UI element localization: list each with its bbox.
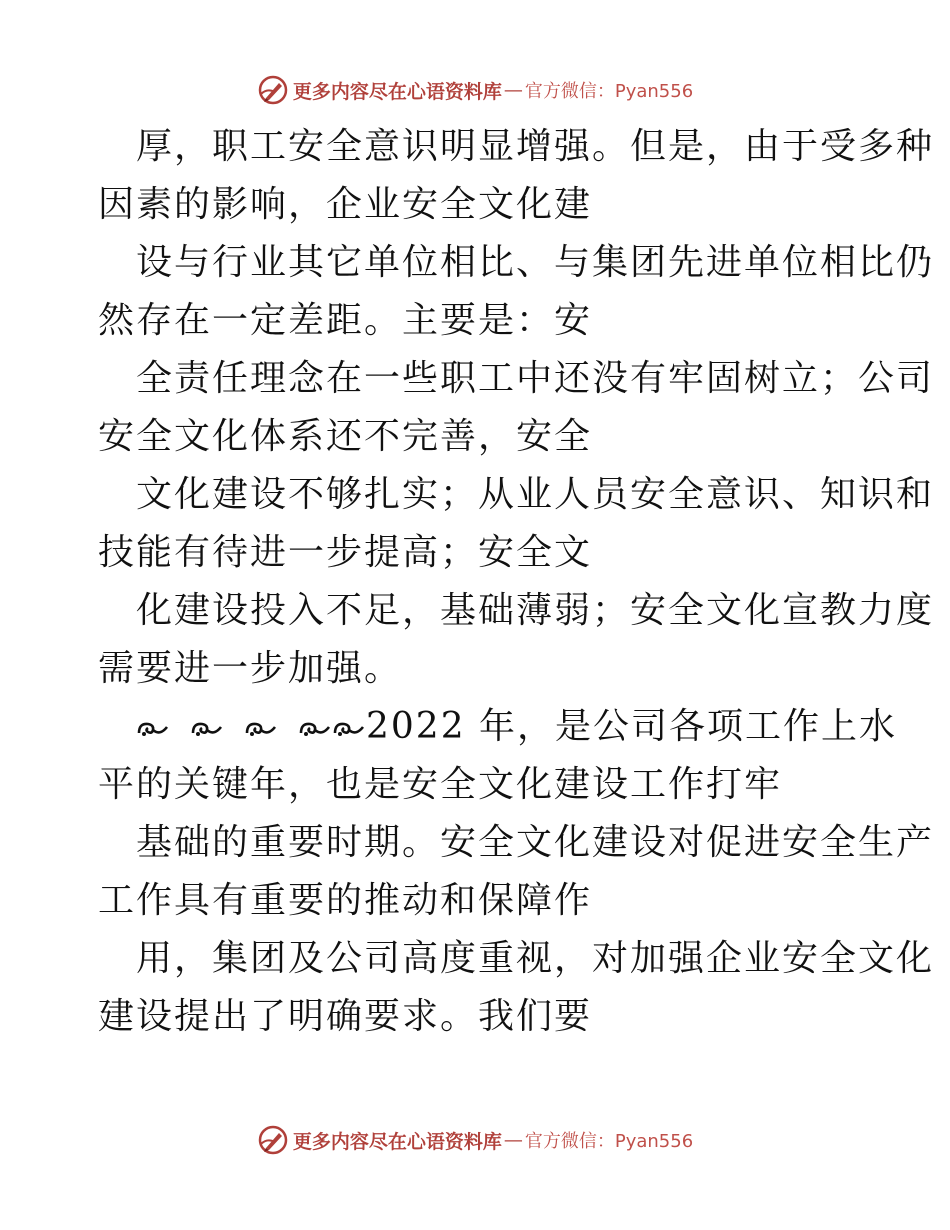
- paragraph-8: [98, 930, 935, 1046]
- paragraph-line: 安全文化体系还不完善，安全: [98, 416, 593, 457]
- paragraph-line: 工作具有重要的推动和保障作: [98, 880, 593, 921]
- paragraph-line: 然存在一定差距。主要是：安: [98, 300, 593, 341]
- watermark-text: 更多内容尽在心语资料库: [292, 80, 502, 103]
- paragraph-line: 建设提出了明确要求。我们要: [98, 996, 593, 1037]
- paragraph-4: [98, 466, 935, 582]
- fleuron-scroll-icon: [190, 718, 224, 740]
- paragraph-5: [98, 582, 935, 698]
- watermark-dash: —: [503, 1129, 523, 1151]
- paragraph-6: [98, 698, 898, 814]
- document-body: [98, 118, 935, 1046]
- watermark-contact: 官方微信：Pyan556: [524, 1131, 694, 1152]
- paragraph-7: [98, 814, 935, 930]
- fleuron-scroll-icon: [298, 718, 332, 740]
- fleuron-scroll-icon: [244, 718, 278, 740]
- paragraph-line: 全责任理念在一些职工中还没有牢固树立；公司: [136, 358, 935, 399]
- paragraph-line: 平的关键年，也是安全文化建设工作打牢: [98, 764, 783, 805]
- watermark-text: 更多内容尽在心语资料库: [292, 1130, 502, 1153]
- paragraph-line: 用，集团及公司高度重视，对加强企业安全文化: [136, 938, 935, 979]
- watermark-contact: 官方微信：Pyan556: [524, 81, 694, 102]
- paragraph-line: 设与行业其它单位相比、与集团先进单位相比仍: [136, 242, 935, 283]
- pen-logo-icon: [257, 74, 289, 106]
- paragraph-line: 文化建设不够扎实；从业人员安全意识、知识和: [136, 474, 935, 515]
- paragraph-3: [98, 350, 935, 466]
- fleuron-scroll-icon: [332, 718, 366, 740]
- paragraph-line: 化建设投入不足，基础薄弱；安全文化宣教力度: [136, 590, 935, 631]
- paragraph-line: 需要进一步加强。: [98, 648, 403, 689]
- paragraph-line-ornamented: [98, 698, 898, 756]
- paragraph-line: 厚，职工安全意识明显增强。但是，由于受多种: [136, 126, 935, 167]
- paragraph-2: [98, 234, 935, 350]
- paragraph-line: 技能有待进一步提高；安全文: [98, 532, 593, 573]
- footer-watermark: [0, 1122, 950, 1158]
- paragraph-1: [98, 118, 935, 234]
- pen-logo-icon: [257, 1124, 289, 1156]
- header-watermark: [0, 72, 950, 108]
- paragraph-line: 基础的重要时期。安全文化建设对促进安全生产: [136, 822, 935, 863]
- paragraph-line-text: 2022 年，是公司各项工作上水: [366, 706, 898, 747]
- fleuron-scroll-icon: [136, 718, 170, 740]
- watermark-dash: —: [503, 79, 523, 101]
- paragraph-line: 因素的影响，企业安全文化建: [98, 184, 593, 225]
